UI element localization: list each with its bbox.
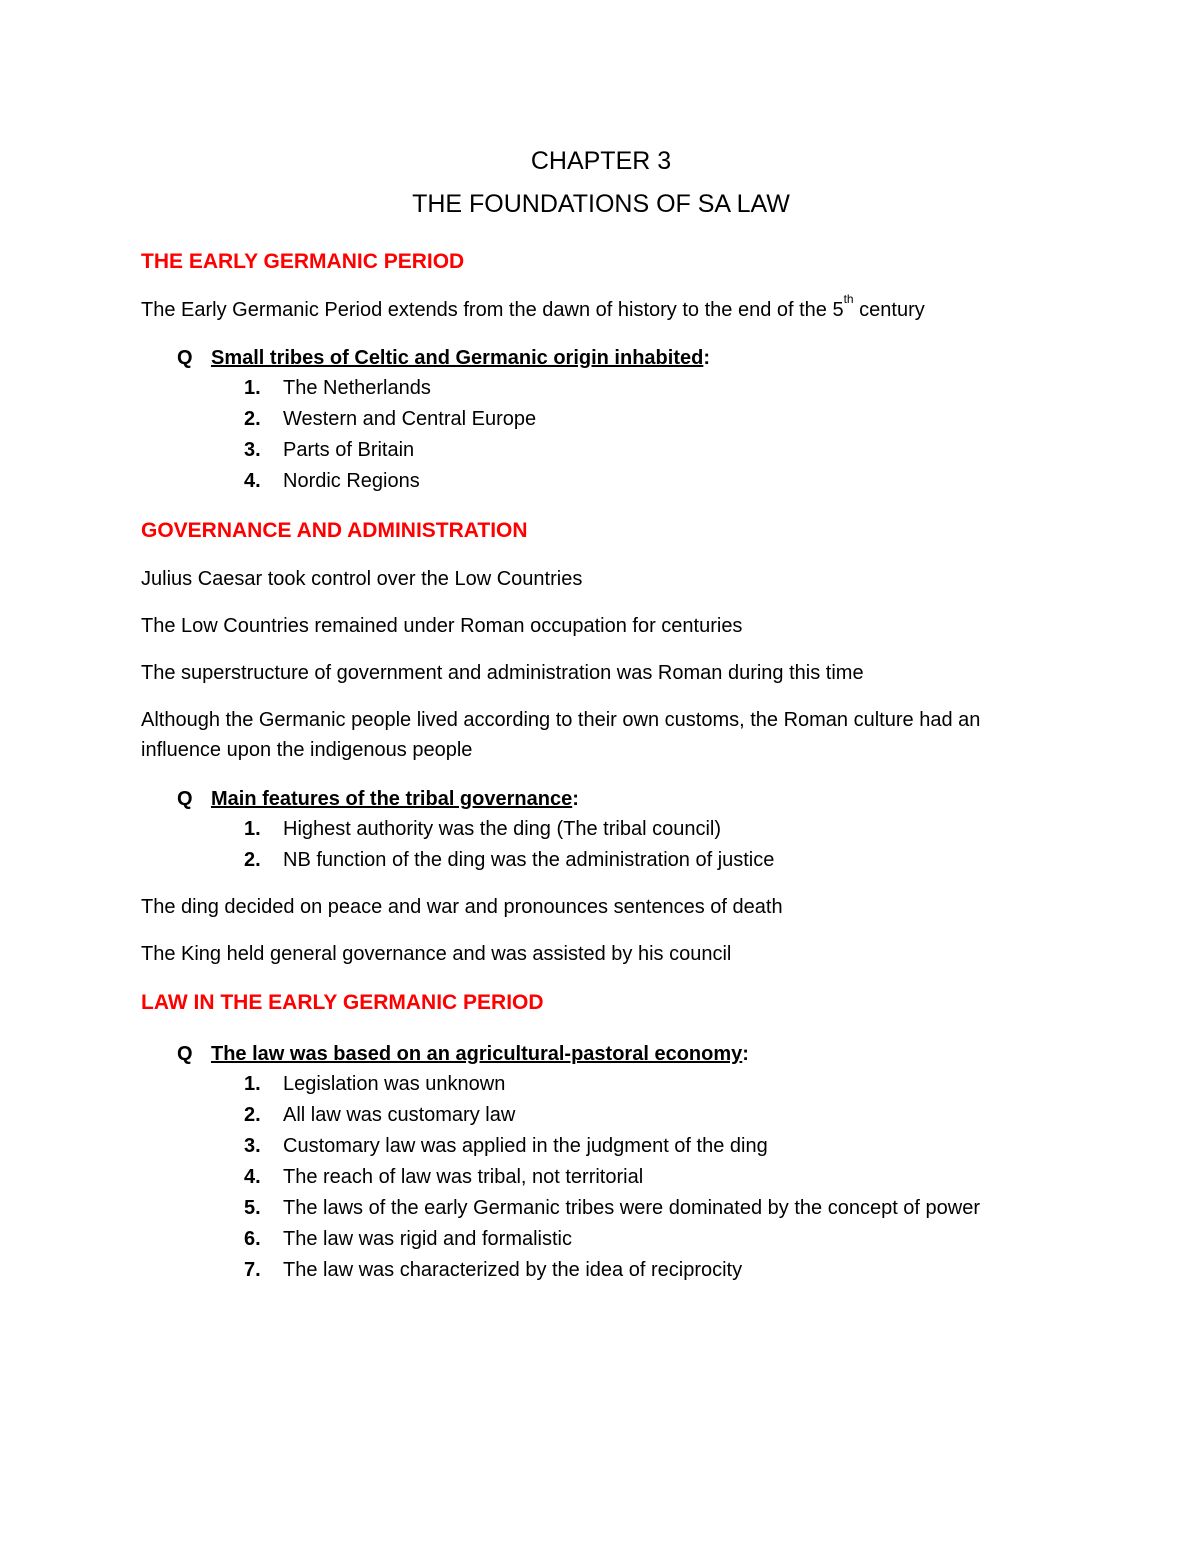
list-item-number: 1. <box>244 818 261 840</box>
list-item-text: The law was characterized by the idea of reciprocity <box>283 1259 743 1281</box>
question-line <box>141 343 1061 373</box>
question-colon: : <box>572 788 579 810</box>
list-item <box>244 1100 1061 1131</box>
section-heading-governance: GOVERNANCE AND ADMINISTRATION <box>141 519 528 542</box>
governance-features-list <box>141 814 1061 876</box>
list-item <box>244 1069 1061 1100</box>
governance-paragraph <box>141 705 1061 765</box>
list-item-text: Nordic Regions <box>283 470 420 492</box>
list-item <box>244 1131 1061 1162</box>
question-text: The law was based on an agricultural-pastoral economy <box>211 1043 743 1065</box>
governance-paragraph: The Low Countries remained under Roman occupation for centuries <box>141 615 743 637</box>
list-item <box>244 404 1061 435</box>
question-colon: : <box>742 1043 749 1065</box>
question-line <box>141 1039 1061 1069</box>
intro-superscript: th <box>843 292 854 306</box>
governance-paragraph: The superstructure of government and administration was Roman during this time <box>141 662 864 684</box>
list-item-number: 1. <box>244 1073 261 1095</box>
question-line <box>141 784 1061 814</box>
list-item-number: 5. <box>244 1197 261 1219</box>
list-item <box>244 1193 1061 1224</box>
list-item <box>244 373 1061 404</box>
tribes-list <box>141 373 1061 497</box>
list-item-text: The laws of the early Germanic tribes were dominated by the concept of power <box>283 1197 981 1219</box>
paragraph-line: Although the Germanic people lived according to their own customs, the Roman culture had an <box>141 709 981 731</box>
list-item-number: 3. <box>244 439 261 461</box>
law-features-list <box>141 1069 1061 1286</box>
list-item-number: 2. <box>244 849 261 871</box>
governance-paragraph: The King held general governance and was assisted by his council <box>141 943 732 965</box>
list-item-number: 2. <box>244 408 261 430</box>
governance-paragraph: The ding decided on peace and war and pronounces sentences of death <box>141 896 783 918</box>
question-text: Main features of the tribal governance <box>211 788 573 810</box>
list-item <box>244 466 1061 497</box>
list-item-number: 3. <box>244 1135 261 1157</box>
list-item-number: 4. <box>244 1166 261 1188</box>
list-item-number: 2. <box>244 1104 261 1126</box>
early-period-intro <box>141 292 1061 325</box>
section-heading-law: LAW IN THE EARLY GERMANIC PERIOD <box>141 991 544 1014</box>
question-marker: Q <box>177 788 193 810</box>
list-item-number: 7. <box>244 1259 261 1281</box>
list-item-text: Parts of Britain <box>283 439 415 461</box>
list-item-number: 6. <box>244 1228 261 1250</box>
list-item-text: Customary law was applied in the judgment of the ding <box>283 1135 768 1157</box>
section-heading-early-germanic: THE EARLY GERMANIC PERIOD <box>141 250 465 273</box>
list-item-text: Western and Central Europe <box>283 408 537 430</box>
list-item <box>244 845 1061 876</box>
list-item-text: Highest authority was the ding (The tribal council) <box>283 818 721 840</box>
question-marker: Q <box>177 1043 193 1065</box>
list-item-text: All law was customary law <box>283 1104 516 1126</box>
list-item-text: The reach of law was tribal, not territorial <box>283 1166 644 1188</box>
list-item-text: NB function of the ding was the administration of justice <box>283 849 775 871</box>
list-item <box>244 814 1061 845</box>
list-item <box>244 435 1061 466</box>
question-marker: Q <box>177 347 193 369</box>
intro-text-end: century <box>853 299 925 321</box>
question-text: Small tribes of Celtic and Germanic origin inhabited <box>211 347 704 369</box>
governance-paragraph: Julius Caesar took control over the Low Countries <box>141 568 583 590</box>
list-item-text: The law was rigid and formalistic <box>283 1228 572 1250</box>
document-title: THE FOUNDATIONS OF SA LAW <box>412 190 790 218</box>
list-item <box>244 1162 1061 1193</box>
list-item-number: 1. <box>244 377 261 399</box>
intro-text: The Early Germanic Period extends from the dawn of history to the end of the 5 <box>141 299 844 321</box>
list-item <box>244 1224 1061 1255</box>
question-colon: : <box>703 347 710 369</box>
paragraph-line: influence upon the indigenous people <box>141 739 473 761</box>
list-item-number: 4. <box>244 470 261 492</box>
list-item <box>244 1255 1061 1286</box>
chapter-number: CHAPTER 3 <box>530 147 672 175</box>
list-item-text: The Netherlands <box>283 377 431 399</box>
document-page <box>141 140 1061 1286</box>
list-item-text: Legislation was unknown <box>283 1073 506 1095</box>
